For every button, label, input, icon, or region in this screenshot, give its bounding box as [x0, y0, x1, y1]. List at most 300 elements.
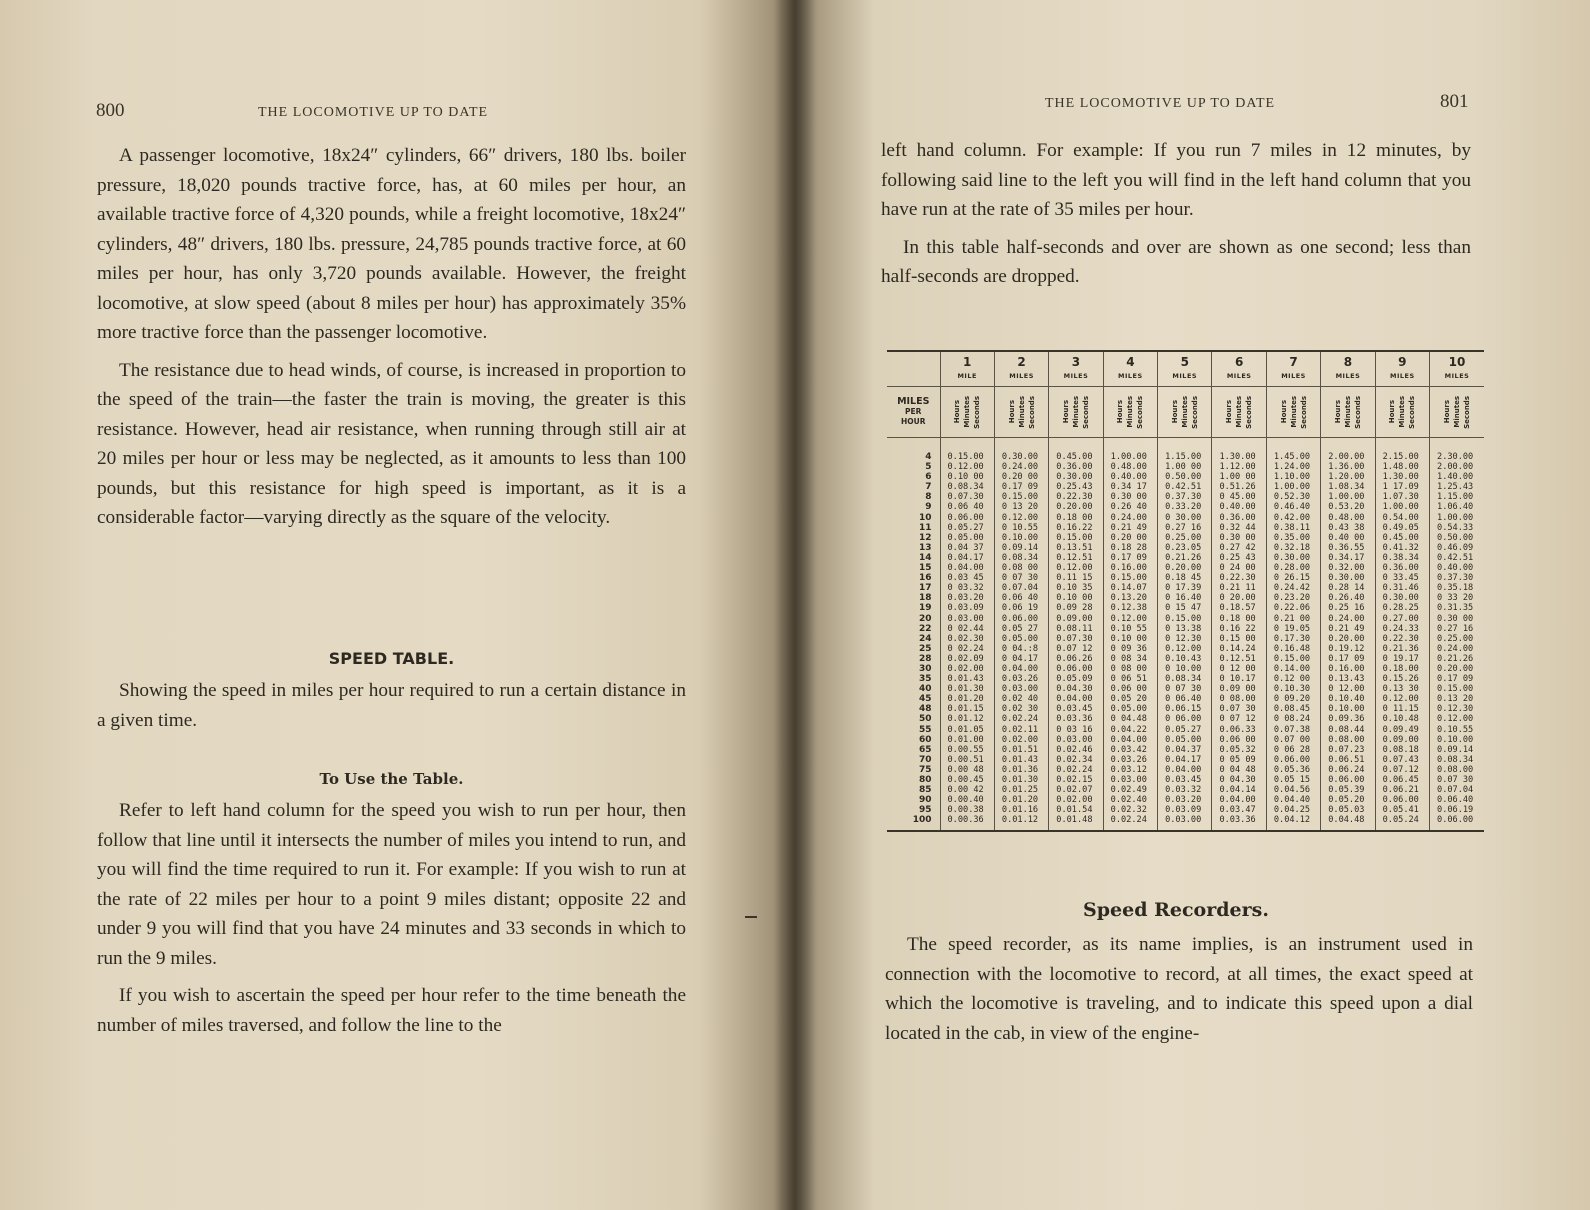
table-row: [887, 502, 1484, 512]
time-cell: 0.17 09: [1430, 674, 1484, 684]
time-cell: 0.02.00: [940, 664, 994, 674]
time-cell: 0.10.00: [1430, 735, 1484, 745]
time-cell: 0.20.00: [1158, 563, 1212, 573]
time-cell: 1 17.09: [1375, 482, 1429, 492]
time-cell: 0.32.18: [1266, 543, 1320, 553]
table-row: [887, 573, 1484, 583]
time-cell: 0.09.00: [1375, 735, 1429, 745]
time-cell: 0.34.17: [1321, 553, 1375, 563]
speed-cell: 30: [918, 663, 932, 674]
time-cell: 0.02.32: [1103, 805, 1157, 815]
time-cell: 0.21 49: [1103, 523, 1157, 533]
time-cell: 0.03.36: [1212, 815, 1266, 831]
time-cell: 1.36.00: [1321, 462, 1375, 472]
time-cell: 0 12.30: [1158, 634, 1212, 644]
time-cell: 0.12.00: [994, 513, 1048, 523]
time-cell: 0.17.30: [1266, 634, 1320, 644]
time-cell: 0.25 43: [1212, 553, 1266, 563]
time-cell: 0.14.07: [1103, 583, 1157, 593]
time-cell: 0.03.00: [1049, 735, 1103, 745]
time-cell: 0.03.26: [994, 674, 1048, 684]
time-cell: 0.01.48: [1049, 815, 1103, 831]
time-cell: 0.37.30: [1158, 492, 1212, 502]
time-cell: 0.06.24: [1321, 765, 1375, 775]
speed-cell: 19: [918, 603, 932, 614]
time-cell: 0.04.22: [1103, 725, 1157, 735]
time-cell: 0.34 17: [1103, 482, 1157, 492]
paragraph: Showing the speed in miles per hour required to run a certain distance in a given time.: [97, 680, 686, 731]
time-cell: 0.07 12: [1049, 644, 1103, 654]
speed-cell: 11: [918, 522, 932, 533]
time-cell: 0.02 40: [994, 694, 1048, 704]
time-cell: 0.02.30: [940, 634, 994, 644]
time-cell: 0.12.30: [1430, 704, 1484, 714]
time-cell: 0 08 00: [1103, 664, 1157, 674]
time-cell: 0.16.48: [1266, 644, 1320, 654]
time-cell: 2.30.00: [1430, 438, 1484, 463]
time-cell: 0.08.34: [1158, 674, 1212, 684]
time-cell: 0.21 11: [1212, 583, 1266, 593]
column-header: 8 MILES: [1321, 351, 1375, 387]
time-cell: 0.24.33: [1375, 624, 1429, 634]
time-cell: 0.02.15: [1049, 775, 1103, 785]
time-cell: 1.15.00: [1158, 438, 1212, 463]
speed-cell: 12: [918, 532, 932, 543]
time-cell: 0.05.39: [1321, 785, 1375, 795]
time-cell: 0.06.40: [1430, 795, 1484, 805]
time-cell: 0.03.09: [1158, 805, 1212, 815]
time-cell: 0.12.00: [1103, 614, 1157, 624]
time-cell: 0.07.38: [1266, 725, 1320, 735]
hms-subheader: Hours Minutes Seconds: [1321, 387, 1375, 438]
time-cell: 0.38.34: [1375, 553, 1429, 563]
time-cell: 0 20.00: [1212, 593, 1266, 603]
time-cell: 0.21 00: [1266, 614, 1320, 624]
time-cell: 0.36.00: [1212, 513, 1266, 523]
time-cell: 0 08.24: [1266, 714, 1320, 724]
time-cell: 0.12.00: [1049, 563, 1103, 573]
time-cell: 0.03 45: [940, 573, 994, 583]
time-cell: 0.10.55: [1430, 725, 1484, 735]
time-cell: 0.30.00: [1049, 472, 1103, 482]
time-cell: 0.06.00: [1375, 795, 1429, 805]
time-cell: 0.26 40: [1103, 502, 1157, 512]
speed-cell: 90: [918, 795, 932, 806]
time-cell: 0.05.00: [940, 533, 994, 543]
time-cell: 0.42.51: [1158, 482, 1212, 492]
time-cell: 0.24.00: [1103, 513, 1157, 523]
time-cell: 0.07.04: [1430, 785, 1484, 795]
speed-cell: 25: [918, 643, 932, 654]
time-cell: 0.03.00: [940, 614, 994, 624]
time-cell: 0.06 40: [940, 502, 994, 512]
speed-cell: 18: [918, 593, 932, 604]
time-cell: 0 06.40: [1158, 694, 1212, 704]
speed-cell: 6: [925, 472, 932, 483]
time-cell: 0.10 35: [1049, 583, 1103, 593]
paragraph: The speed recorder, as its name implies, is an instrument used in connection with the locomotive to record, at all times, the exact speed at which the locomotive is traveling, and to indicate this speed upon a dial located in the cab, in view of the engine-: [885, 934, 1473, 1044]
time-cell: 0.08.11: [1049, 624, 1103, 634]
time-cell: 0 04.17: [994, 654, 1048, 664]
time-cell: 0 30.00: [1158, 513, 1212, 523]
body-text-top: [881, 136, 1471, 300]
time-cell: 0.02.07: [1049, 785, 1103, 795]
time-cell: 0.01.43: [940, 674, 994, 684]
time-cell: 0.07.23: [1321, 745, 1375, 755]
time-cell: 0.10 55: [1103, 624, 1157, 634]
running-head: THE LOCOMOTIVE UP TO DATE: [258, 105, 489, 120]
time-cell: 0.00.38: [940, 805, 994, 815]
time-cell: 0.25.43: [1049, 482, 1103, 492]
time-cell: 0.15.00: [1430, 684, 1484, 694]
time-cell: 0 17.39: [1158, 583, 1212, 593]
time-cell: 0.04.00: [1158, 765, 1212, 775]
speed-cell: 16: [918, 573, 932, 584]
table-row: [887, 725, 1484, 735]
time-cell: 0 10.00: [1158, 664, 1212, 674]
time-cell: 0.46.40: [1266, 502, 1320, 512]
table-row: [887, 805, 1484, 815]
time-cell: 0.20.00: [1049, 502, 1103, 512]
table-row: [887, 543, 1484, 553]
hms-subheader: Hours Minutes Seconds: [1212, 387, 1266, 438]
time-cell: 0.21.26: [1158, 553, 1212, 563]
time-cell: 1.10.00: [1266, 472, 1320, 482]
table-row: [887, 553, 1484, 563]
time-cell: 0.00.36: [940, 815, 994, 831]
speed-cell: 65: [918, 744, 932, 755]
corner-cell: [887, 351, 940, 387]
time-cell: 0 33 20: [1430, 593, 1484, 603]
time-cell: 1.00.00: [1321, 492, 1375, 502]
time-cell: 1.00.00: [1430, 513, 1484, 523]
time-cell: 0.04.12: [1266, 815, 1320, 831]
time-cell: 0.10.43: [1158, 654, 1212, 664]
running-head: THE LOCOMOTIVE UP TO DATE: [1045, 96, 1276, 111]
time-cell: 0.04.00: [940, 563, 994, 573]
time-cell: 0.07.30: [940, 492, 994, 502]
time-cell: 0.08.34: [1430, 755, 1484, 765]
table-row: [887, 583, 1484, 593]
time-cell: 0.23.20: [1266, 593, 1320, 603]
time-cell: 0.01.36: [994, 765, 1048, 775]
time-cell: 0.04.25: [1266, 805, 1320, 815]
time-cell: 0.02 30: [994, 704, 1048, 714]
speed-cell: 55: [918, 724, 932, 735]
time-cell: 0.05 20: [1103, 694, 1157, 704]
time-cell: 0.54.33: [1430, 523, 1484, 533]
time-cell: 1.45.00: [1266, 438, 1320, 463]
time-cell: 1.12.00: [1212, 462, 1266, 472]
body-text-bottom: [97, 796, 686, 1048]
time-cell: 0.03.00: [994, 684, 1048, 694]
time-cell: 0.02.24: [994, 714, 1048, 724]
time-cell: 0 10.55: [994, 523, 1048, 533]
time-cell: 0.00.51: [940, 755, 994, 765]
time-cell: 0.42.51: [1430, 553, 1484, 563]
use-table-heading: To Use the Table.: [319, 770, 464, 788]
time-cell: 0.20 00: [1103, 533, 1157, 543]
time-cell: 0.20.00: [1430, 664, 1484, 674]
time-cell: 0.24.00: [1430, 644, 1484, 654]
time-cell: 0.02.24: [1049, 765, 1103, 775]
time-cell: 0.40.00: [1103, 472, 1157, 482]
speed-table-heading: SPEED TABLE.: [328, 649, 455, 668]
table-row: [887, 755, 1484, 765]
time-cell: 0.05.00: [1103, 704, 1157, 714]
table-row: [887, 533, 1484, 543]
speed-cell: 45: [918, 694, 932, 705]
time-cell: 0.13.20: [1103, 593, 1157, 603]
time-cell: 0.06.19: [1430, 805, 1484, 815]
time-cell: 1.40.00: [1430, 472, 1484, 482]
time-cell: 0.06.33: [1212, 725, 1266, 735]
time-cell: 0.07.04: [994, 583, 1048, 593]
time-cell: 0 13 20: [994, 502, 1048, 512]
time-cell: 1.06.40: [1430, 502, 1484, 512]
time-cell: 0.09 28: [1049, 603, 1103, 613]
time-cell: 0 33.45: [1375, 573, 1429, 583]
time-cell: 0.01.54: [1049, 805, 1103, 815]
time-cell: 0.01.25: [994, 785, 1048, 795]
time-cell: 0.01.12: [940, 714, 994, 724]
time-cell: 0.05.09: [1049, 674, 1103, 684]
hms-subheader: Hours Minutes Seconds: [1430, 387, 1484, 438]
time-cell: 0.08.34: [994, 553, 1048, 563]
time-cell: 0.04.00: [1212, 795, 1266, 805]
time-cell: 0.22.30: [1049, 492, 1103, 502]
time-cell: 0.06.00: [1430, 815, 1484, 831]
time-cell: 1.00 00: [1158, 462, 1212, 472]
time-cell: 0.07 30: [1430, 775, 1484, 785]
time-cell: 0.05 15: [1266, 775, 1320, 785]
time-cell: 0.08 00: [994, 563, 1048, 573]
time-cell: 0.03.12: [1103, 765, 1157, 775]
time-cell: 0.49.05: [1375, 523, 1429, 533]
time-cell: 0.03.20: [940, 593, 994, 603]
time-cell: 0.36.00: [1049, 462, 1103, 472]
time-cell: 0.28.25: [1375, 603, 1429, 613]
time-cell: 0.13.43: [1321, 674, 1375, 684]
paragraph: left hand column. For example: If you run 7 miles in 12 minutes, by following said line to the left you will find in the left hand column that you have run at the rate of 35 miles per hour.: [881, 140, 1471, 220]
time-cell: 0.30.00: [1266, 553, 1320, 563]
table-header-row: [887, 351, 1484, 387]
time-cell: 0.04.17: [1158, 755, 1212, 765]
time-cell: 0.23.05: [1158, 543, 1212, 553]
time-cell: 0.50.00: [1430, 533, 1484, 543]
mph-label: MILES PER HOUR: [887, 387, 940, 438]
time-cell: 0.31.35: [1430, 603, 1484, 613]
time-cell: 0.40 00: [1321, 533, 1375, 543]
time-cell: 2.00.00: [1321, 438, 1375, 463]
speed-cell: 4: [925, 452, 932, 462]
time-cell: 0.05.36: [1266, 765, 1320, 775]
hms-subheader: Hours Minutes Seconds: [1049, 387, 1103, 438]
time-cell: 0.00 48: [940, 765, 994, 775]
time-cell: 0.24.00: [994, 462, 1048, 472]
table-row: [887, 492, 1484, 502]
time-cell: 0 02.24: [940, 644, 994, 654]
table-row: [887, 634, 1484, 644]
time-cell: 0.10.48: [1375, 714, 1429, 724]
time-cell: 0.04.48: [1321, 815, 1375, 831]
time-cell: 0.43 38: [1321, 523, 1375, 533]
time-cell: 0.18.00: [1375, 664, 1429, 674]
table-row: [887, 513, 1484, 523]
time-cell: 0.27.00: [1375, 614, 1429, 624]
time-cell: 0.15.00: [1103, 573, 1157, 583]
time-cell: 0.06.00: [940, 513, 994, 523]
speed-cell: 28: [918, 653, 932, 664]
time-cell: 0.07.43: [1375, 755, 1429, 765]
time-cell: 0.04.00: [1049, 694, 1103, 704]
time-cell: 0.35.18: [1430, 583, 1484, 593]
time-cell: 0 24 00: [1212, 563, 1266, 573]
time-cell: 0.05.20: [1321, 795, 1375, 805]
margin-mark: [745, 916, 757, 918]
time-cell: 0.06.15: [1158, 704, 1212, 714]
time-cell: 0.04.30: [1049, 684, 1103, 694]
speed-recorders-heading: Speed Recorders.: [1083, 899, 1269, 921]
time-cell: 0.17 09: [1321, 654, 1375, 664]
time-cell: 0.20.00: [1321, 634, 1375, 644]
time-cell: 0.04.00: [994, 664, 1048, 674]
time-cell: 0.36.55: [1321, 543, 1375, 553]
time-cell: 1.48.00: [1375, 462, 1429, 472]
time-cell: 0.30 00: [1430, 614, 1484, 624]
time-cell: 0.14.24: [1212, 644, 1266, 654]
time-cell: 1.15.00: [1430, 492, 1484, 502]
time-cell: 0.02.00: [994, 735, 1048, 745]
time-cell: 0.03.26: [1103, 755, 1157, 765]
time-cell: 0.01.30: [940, 684, 994, 694]
time-cell: 0.09.14: [994, 543, 1048, 553]
column-header: 2 MILES: [994, 351, 1048, 387]
body-text-top: [97, 141, 686, 541]
time-cell: 0.08.34: [940, 482, 994, 492]
column-header: 4 MILES: [1103, 351, 1157, 387]
time-cell: 0.30 00: [1212, 533, 1266, 543]
time-cell: 0 04.:8: [994, 644, 1048, 654]
time-cell: 0.33.20: [1158, 502, 1212, 512]
time-cell: 1.00.00: [1375, 502, 1429, 512]
time-cell: 0.15.00: [994, 492, 1048, 502]
table-row: [887, 684, 1484, 694]
time-cell: 0.12 00: [1266, 674, 1320, 684]
time-cell: 1.08.34: [1321, 482, 1375, 492]
time-cell: 0.02.34: [1049, 755, 1103, 765]
time-cell: 0.06.00: [1266, 755, 1320, 765]
paragraph: In this table half-seconds and over are shown as one second; less than half-seconds are dropped.: [881, 236, 1471, 287]
time-cell: 0.01.51: [994, 745, 1048, 755]
speed-cell: 17: [918, 583, 932, 594]
column-header: 10 MILES: [1430, 351, 1484, 387]
time-cell: 0.15.00: [940, 438, 994, 463]
time-cell: 0.46.09: [1430, 543, 1484, 553]
table-body: [887, 438, 1484, 832]
time-cell: 0.10 00: [1103, 634, 1157, 644]
table-row: [887, 735, 1484, 745]
paragraph: The resistance due to head winds, of course, is increased in proportion to the speed of the train—the faster the train is moving, the greater is this resistance. However, head air resistance, when running through still air at 20 miles per hour or less may be neglected, as it amounts to less than 100 pounds, but this resistance for high speed is important, as it is a considerable factor—varying directly as the square of the velocity.: [97, 359, 686, 528]
time-cell: 0.26.40: [1321, 593, 1375, 603]
speed-cell: 9: [925, 502, 932, 513]
time-cell: 0.32 44: [1212, 523, 1266, 533]
time-cell: 0.30.00: [994, 438, 1048, 463]
speed-cell: 75: [918, 764, 932, 775]
time-cell: 0.08.00: [1321, 735, 1375, 745]
time-cell: 0.01.20: [940, 694, 994, 704]
time-cell: 0.06.26: [1049, 654, 1103, 664]
time-cell: 0.01.43: [994, 755, 1048, 765]
time-cell: 0.10.00: [1321, 704, 1375, 714]
speed-cell: 35: [918, 674, 932, 685]
table-row: [887, 523, 1484, 533]
table-row: [887, 694, 1484, 704]
time-cell: 0 45.00: [1212, 492, 1266, 502]
time-cell: 0.21.36: [1375, 644, 1429, 654]
time-cell: 0.07 30: [1212, 704, 1266, 714]
table-row: [887, 714, 1484, 724]
time-cell: 1.24.00: [1266, 462, 1320, 472]
time-cell: 0.10 00: [940, 472, 994, 482]
time-cell: 0 03.32: [940, 583, 994, 593]
column-header: 6 MILES: [1212, 351, 1266, 387]
time-cell: 0.38.11: [1266, 523, 1320, 533]
time-cell: 0.12.00: [940, 462, 994, 472]
time-cell: 0 03 16: [1049, 725, 1103, 735]
table-row: [887, 603, 1484, 613]
table-row: [887, 563, 1484, 573]
paragraph: A passenger locomotive, 18x24″ cylinders, 66″ drivers, 180 lbs. boiler pressure, 18,020 pounds tractive force, has, at 60 miles per hour, an available tractive force of 4,320 pounds, while a freight locomotive, 18x24″ cylinders, 48″ drivers, 180 lbs. pressure, 24,785 pounds tractive force, at 60 miles per hour, has only 3,720 pounds available. However, the freight locomotive, at slow speed (about 8 miles per hour) has approximately 35% more tractive force than the passenger locomotive.: [97, 145, 686, 343]
speed-cell: 10: [918, 512, 932, 523]
time-cell: 0.00 42: [940, 785, 994, 795]
time-cell: 0.01.12: [994, 815, 1048, 831]
time-cell: 0.28 14: [1321, 583, 1375, 593]
time-cell: 0.32.00: [1321, 563, 1375, 573]
time-cell: 0 04 48: [1212, 765, 1266, 775]
time-cell: 0.15 00: [1212, 634, 1266, 644]
time-cell: 0.07.12: [1375, 765, 1429, 775]
time-cell: 2.00.00: [1430, 462, 1484, 472]
time-cell: 0.18 28: [1103, 543, 1157, 553]
time-cell: 0.18.57: [1212, 603, 1266, 613]
time-cell: 0.03.42: [1103, 745, 1157, 755]
time-cell: 0.37.30: [1430, 573, 1484, 583]
speed-cell: 95: [918, 805, 932, 816]
time-cell: 0 07 30: [1158, 684, 1212, 694]
table-row: [887, 674, 1484, 684]
time-cell: 0.22.30: [1212, 573, 1266, 583]
time-cell: 0.08.45: [1266, 704, 1320, 714]
speed-cell: 24: [918, 633, 932, 644]
time-cell: 0.40.00: [1430, 563, 1484, 573]
time-cell: 0.53.20: [1321, 502, 1375, 512]
column-header: 5 MILES: [1158, 351, 1212, 387]
time-cell: 0.52.30: [1266, 492, 1320, 502]
time-cell: 0.11 15: [1049, 573, 1103, 583]
time-cell: 0 05 09: [1212, 755, 1266, 765]
hms-subheader: Hours Minutes Seconds: [1158, 387, 1212, 438]
time-cell: 0.48.00: [1321, 513, 1375, 523]
time-cell: 0.15.00: [1158, 614, 1212, 624]
time-cell: 0.13 30: [1375, 684, 1429, 694]
time-cell: 0.45.00: [1049, 438, 1103, 463]
time-cell: 0.01.20: [994, 795, 1048, 805]
time-cell: 0 10.17: [1212, 674, 1266, 684]
speed-table-intro: [97, 676, 686, 743]
time-cell: 0.10.00: [994, 533, 1048, 543]
time-cell: 1.00.00: [1103, 438, 1157, 463]
